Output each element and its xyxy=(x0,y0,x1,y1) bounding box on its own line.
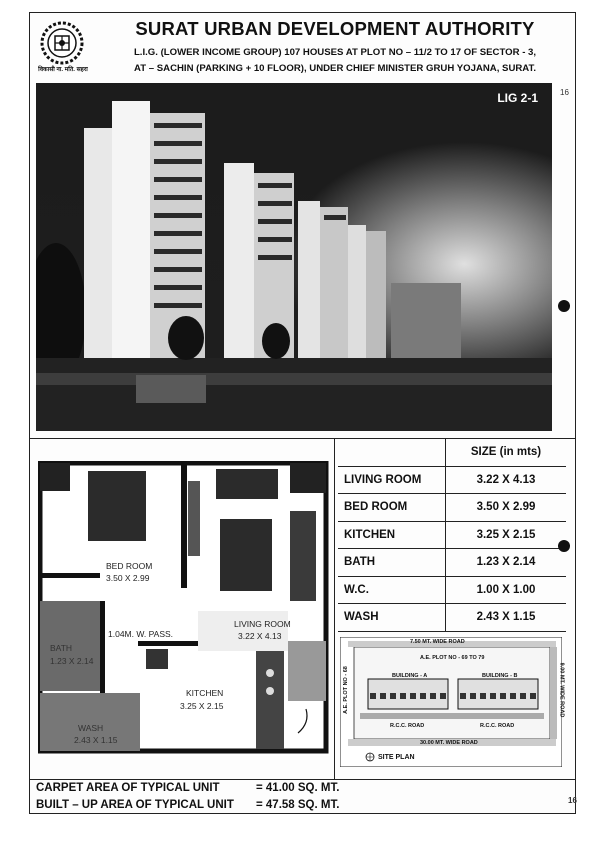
bath-label: BATH xyxy=(50,643,73,653)
table-row xyxy=(338,494,566,522)
divider-bottom xyxy=(30,779,575,780)
binder-hole-bottom xyxy=(558,540,570,552)
room-size: 1.00 X 1.00 xyxy=(476,583,536,596)
room-size: 1.23 X 2.14 xyxy=(476,556,536,569)
table-row xyxy=(338,577,566,605)
carpet-area-line xyxy=(36,782,340,794)
site-rcc-road-b: R.C.C. ROAD xyxy=(480,723,515,729)
binder-hole-top xyxy=(558,300,570,312)
site-plan xyxy=(340,637,565,767)
divider-vertical xyxy=(334,438,335,780)
table-header-row xyxy=(338,439,566,467)
table-header-size: SIZE (in mts) xyxy=(470,446,542,459)
room-size: 2.43 X 1.15 xyxy=(476,611,536,624)
room-size: 3.22 X 4.13 xyxy=(476,473,536,486)
floor-plan xyxy=(38,461,330,756)
table-row xyxy=(338,467,566,495)
passage-label: 1.04M. W. PASS. xyxy=(108,629,174,639)
site-plot-label: A.E. PLOT NO - 69 TO 79 xyxy=(420,655,485,661)
margin-note-bottom: 16 xyxy=(568,796,577,805)
kitchen-size: 3.25 X 2.15 xyxy=(180,701,224,711)
building-render-illustration xyxy=(36,83,552,431)
site-rcc-road-a: R.C.C. ROAD xyxy=(390,723,425,729)
wash-label: WASH xyxy=(78,723,104,733)
site-building-a: BUILDING - A xyxy=(392,673,428,679)
site-building-b: BUILDING - B xyxy=(482,673,518,679)
table-row xyxy=(338,549,566,577)
carpet-area-value: = 41.00 SQ. MT. xyxy=(256,782,340,794)
wash-size: 2.43 X 1.15 xyxy=(74,735,118,745)
table-row xyxy=(338,604,566,632)
page-title: SURAT URBAN DEVELOPMENT AUTHORITY xyxy=(135,18,535,39)
room-name: WASH xyxy=(338,604,446,631)
carpet-area-label: CARPET AREA OF TYPICAL UNIT xyxy=(36,782,220,794)
room-name: BED ROOM xyxy=(338,494,446,521)
logo-caption: विकासी ना. मति. सहरा xyxy=(38,67,88,73)
room-name: KITCHEN xyxy=(338,522,446,549)
living-room-label: LIVING ROOM xyxy=(234,619,291,629)
room-name: W.C. xyxy=(338,577,446,604)
room-name: LIVING ROOM xyxy=(338,467,446,494)
kitchen-label: KITCHEN xyxy=(186,688,224,698)
room-size: 3.50 X 2.99 xyxy=(476,501,536,514)
site-road-left: A.E. PLOT NO - 68 xyxy=(342,666,349,714)
bedroom-size: 3.50 X 2.99 xyxy=(106,573,150,583)
site-road-top: 7.50 MT. WIDE ROAD xyxy=(410,639,465,645)
floor-plan-drawing xyxy=(38,461,330,756)
room-name: BATH xyxy=(338,549,446,576)
bath-size: 1.23 X 2.14 xyxy=(50,656,94,666)
builtup-area-line xyxy=(36,799,340,811)
site-road-bottom: 30.00 MT. WIDE ROAD xyxy=(420,740,478,746)
document-sheet xyxy=(29,12,576,814)
subtitle-line-1: L.I.G. (LOWER INCOME GROUP) 107 HOUSES AT PLOT NO – 11/2 TO 17 OF SECTOR - 3, xyxy=(133,47,537,58)
subtitle-line-2: AT – SACHIN (PARKING + 10 FLOOR), UNDER CHIEF MINISTER GRUH YOJANA, SURAT. xyxy=(134,63,536,74)
site-road-right: 9.00 MT. WIDE ROAD xyxy=(558,662,565,718)
bedroom-label: BED ROOM xyxy=(106,561,153,571)
margin-note-top: 16 xyxy=(560,88,569,97)
table-row xyxy=(338,522,566,550)
suda-logo xyxy=(36,19,88,75)
room-size-table xyxy=(338,439,566,632)
photo-tag: LIG 2-1 xyxy=(497,91,538,105)
living-room-size: 3.22 X 4.13 xyxy=(238,631,282,641)
room-size: 3.25 X 2.15 xyxy=(476,528,536,541)
site-plan-label: SITE PLAN xyxy=(378,754,415,761)
builtup-area-label: BUILT – UP AREA OF TYPICAL UNIT xyxy=(36,799,234,811)
builtup-area-value: = 47.58 SQ. MT. xyxy=(256,799,340,811)
building-photo xyxy=(36,83,552,431)
